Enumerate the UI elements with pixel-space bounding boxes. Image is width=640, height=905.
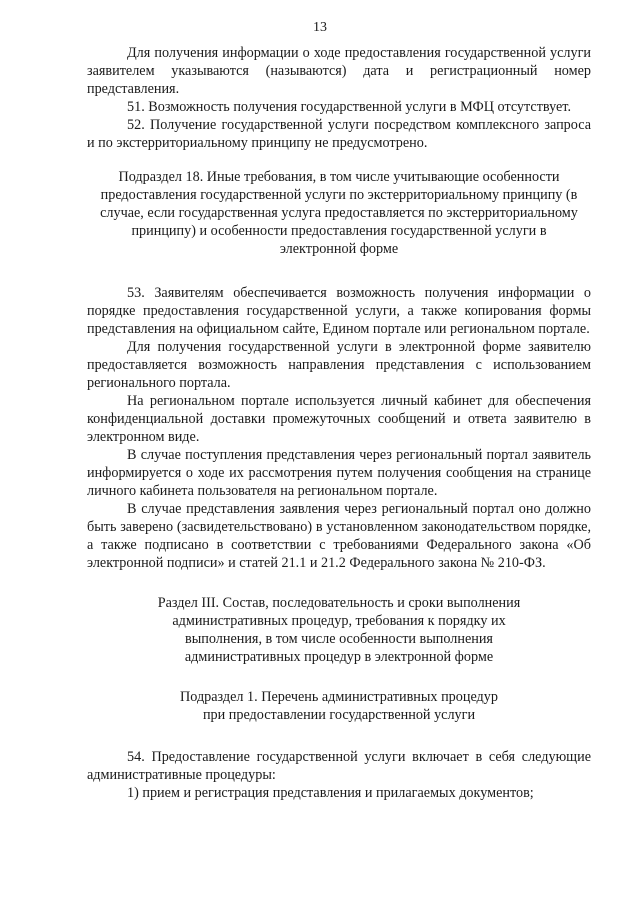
section-3-heading bbox=[87, 594, 591, 666]
subsection-1-heading-line: при предоставлении государственной услуги bbox=[202, 707, 476, 723]
paragraph-electronic-form: Для получения государственной услуги в электронной форме заявителю предоставляется возможность направления представления с использованием регионального портала. bbox=[87, 339, 591, 391]
subsection-18-heading: Подраздел 18. Иные требования, в том числе учитывающие особенности предоставления государственной услуги по экстерриториальному принципу (в случае, если государственная услуга предоставляется по экстерриториальному принципу) и особенности предоставления государственной услуги в электронной форме bbox=[100, 169, 578, 257]
subsection-1-heading bbox=[87, 688, 591, 724]
paragraph-personal-cabinet: На региональном портале используется личный кабинет для обеспечения конфиденциальной доставки промежуточных сообщений и ответа заявителю в электронном виде. bbox=[87, 393, 591, 445]
paragraph-info-progress: Для получения информации о ходе предоставления государственной услуги заявителем указываются (называются) дата и регистрационный номер представления. bbox=[87, 45, 591, 97]
paragraph-electronic-signature: В случае представления заявления через региональный портал оно должно быть заверено (засвидетельствовано) в установленном законодательством порядке, а также подписано в соответствии с требованиями Федерального закона «Об электронной подписи» и статей 21.1 и 21.2 Федерального закона № 210-ФЗ. bbox=[87, 501, 591, 571]
list-item-1: 1) прием и регистрация представления и прилагаемых документов; bbox=[127, 785, 534, 801]
paragraph-52: 52. Получение государственной услуги посредством комплексного запроса и по экстерриториальному принципу не предусмотрено. bbox=[87, 117, 591, 151]
section-3-heading-line: административных процедур в электронной форме bbox=[184, 649, 494, 665]
paragraph-53: 53. Заявителям обеспечивается возможность получения информации о порядке предоставления государственной услуги, а также копирования формы представления на официальном сайте, Едином портале или региональном портале. bbox=[87, 285, 591, 337]
section-3-heading-line: Раздел III. Состав, последовательность и сроки выполнения bbox=[157, 595, 521, 611]
subsection-1-heading-line: Подраздел 1. Перечень административных процедур bbox=[180, 689, 498, 705]
document-body bbox=[87, 44, 591, 802]
section-3-heading-line: административных процедур, требования к порядку их bbox=[172, 613, 506, 629]
paragraph-54: 54. Предоставление государственной услуги включает в себя следующие административные процедуры: bbox=[87, 749, 591, 783]
page-number: 13 bbox=[313, 20, 327, 35]
paragraph-portal-submission: В случае поступления представления через региональный портал заявитель информируется о ходе их рассмотрения путем получения сообщения на странице личного кабинета пользователя на региональном портале. bbox=[87, 447, 591, 499]
paragraph-51: 51. Возможность получения государственной услуги в МФЦ отсутствует. bbox=[127, 99, 571, 115]
section-3-heading-line: выполнения, в том числе особенности выполнения bbox=[185, 631, 493, 647]
